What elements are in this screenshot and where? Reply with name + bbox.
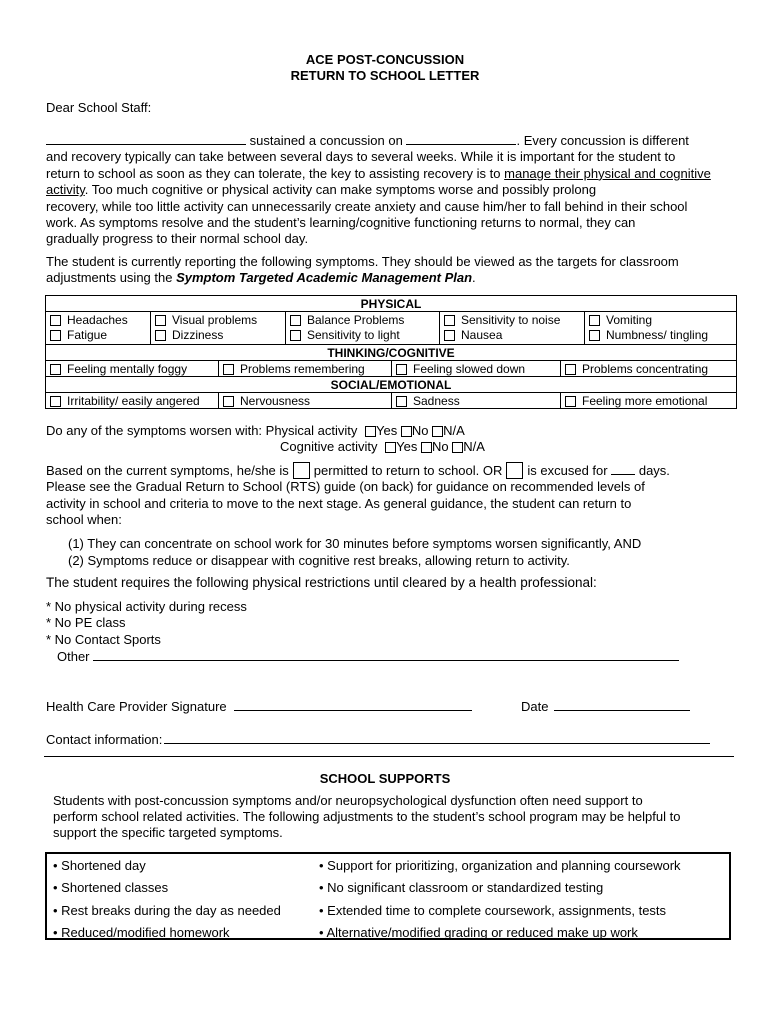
checkbox[interactable] — [50, 396, 61, 407]
intro-line-3: return to school as soon as they can tolerate, the key to assisting recovery is to manage their physical and cognitive activity. Too much cognitive or physical activity can make symptoms worse and possibly prolong — [46, 165, 711, 198]
intro-line-2: and recovery typically can take between several days to several weeks. While it is important for the student to — [46, 149, 676, 165]
excused-days-field[interactable] — [611, 462, 635, 475]
checkbox[interactable] — [50, 315, 61, 326]
intro-line-4-end: . Too much cognitive or physical activity can make symptoms worse and possibly prolong — [84, 182, 597, 198]
symptoms-intro: The student is currently reporting the following symptoms. They should be viewed as the targets for classroom adjustments using the Symptom Targeted Academic Management Plan. — [46, 254, 679, 286]
concussion-date-field[interactable] — [406, 132, 516, 145]
permitted-checkbox[interactable] — [293, 462, 310, 479]
restrictions-list — [46, 599, 679, 666]
school-supports-intro: Students with post-concussion symptoms and/or neuropsychological dysfunction often need support to perform school related activities. The following adjustments to the student’s school program may be helpful to support the specific targeted symptoms. — [53, 793, 681, 840]
support-item: • Reduced/modified homework — [53, 925, 230, 940]
student-name-field[interactable] — [46, 132, 246, 145]
checkbox[interactable] — [396, 396, 407, 407]
cognitive-no-checkbox[interactable] — [421, 442, 432, 453]
checkbox[interactable] — [155, 330, 166, 341]
physical-header: PHYSICAL — [46, 296, 737, 312]
section-divider — [44, 756, 734, 757]
checkbox[interactable] — [565, 364, 576, 375]
checkbox[interactable] — [223, 396, 234, 407]
social-header: SOCIAL/EMOTIONAL — [46, 377, 737, 393]
page-subtitle: RETURN TO SCHOOL LETTER — [290, 68, 480, 83]
contact-row: Contact information: — [46, 731, 710, 747]
other-restriction-field[interactable] — [93, 648, 679, 661]
checkbox[interactable] — [565, 396, 576, 407]
checkbox[interactable] — [589, 315, 600, 326]
physical-yes-checkbox[interactable] — [365, 426, 376, 437]
cognitive-na-checkbox[interactable] — [452, 442, 463, 453]
checkbox[interactable] — [223, 364, 234, 375]
other-label: Other — [57, 649, 90, 665]
school-supports-title: SCHOOL SUPPORTS — [319, 771, 451, 786]
restriction-item: * No Contact Sports — [46, 631, 161, 647]
physical-no-checkbox[interactable] — [401, 426, 412, 437]
support-item: • Rest breaks during the day as needed — [53, 903, 281, 918]
return-criteria: (1) They can concentrate on school work for 30 minutes before symptoms worsen significantly, AND (2) Symptoms reduce or disappear with cognitive rest breaks, allowing return to activity. — [68, 536, 642, 568]
intro-line-6: work. As symptoms resolve and the student’s learning/cognitive functioning returns to normal, they can — [46, 215, 636, 231]
date-row: Date — [521, 698, 690, 714]
checkbox[interactable] — [396, 364, 407, 375]
worsen-question: Do any of the symptoms worsen with: Physical activity Yes No N/A — [46, 423, 465, 438]
manage-activity-text: manage their physical and cognitive activity — [46, 165, 711, 198]
support-item: • Support for prioritizing, organization and planning coursework — [319, 858, 681, 873]
checkbox[interactable] — [50, 330, 61, 341]
supports-right-column — [319, 856, 681, 945]
checkbox[interactable] — [290, 330, 301, 341]
intro-line-7: gradually progress to their normal school day. — [46, 231, 309, 247]
sustained-text: sustained a concussion on — [249, 133, 403, 148]
restrictions-intro: The student requires the following physical restrictions until cleared by a health professional: — [46, 575, 597, 590]
restriction-item: * No physical activity during recess — [46, 599, 247, 614]
checkbox[interactable] — [444, 315, 455, 326]
physical-na-checkbox[interactable] — [432, 426, 443, 437]
support-item: • Alternative/modified grading or reduced make up work — [319, 925, 638, 940]
page-title: ACE POST-CONCUSSION — [305, 52, 465, 67]
cognitive-header: THINKING/COGNITIVE — [46, 345, 737, 361]
supports-box — [45, 852, 731, 940]
signature-field[interactable] — [234, 698, 472, 711]
intro-paragraph — [46, 132, 726, 248]
intro-line-1-end: . Every concussion is different — [516, 133, 689, 148]
checkbox[interactable] — [155, 315, 166, 326]
plan-name: Symptom Targeted Academic Management Plan — [176, 270, 473, 286]
excused-checkbox[interactable] — [506, 462, 523, 479]
support-item: • Shortened day — [53, 858, 146, 873]
salutation: Dear School Staff: — [46, 100, 152, 115]
cognitive-worsen: Cognitive activity Yes No N/A — [280, 439, 485, 454]
cognitive-yes-checkbox[interactable] — [385, 442, 396, 453]
support-item: • Extended time to complete coursework, assignments, tests — [319, 903, 667, 918]
intro-line-5: recovery, while too little activity can unnecessarily create anxiety and cause him/her to fall behind in their school — [46, 198, 688, 214]
checkbox[interactable] — [589, 330, 600, 341]
checkbox[interactable] — [290, 315, 301, 326]
support-item: • Shortened classes — [53, 880, 169, 895]
return-paragraph: Based on the current symptoms, he/she is permitted to return to school. OR is excused for days. Please see the Gradual Return to School (RTS) guide (on back) for guidance on recommended levels of activity in school and criteria to move to the next stage. As general guidance, the student can return to school when: — [46, 463, 670, 528]
support-item: • No significant classroom or standardized testing — [319, 880, 604, 895]
contact-field[interactable] — [164, 731, 710, 744]
restriction-item: * No PE class — [46, 615, 126, 631]
signature-row: Health Care Provider Signature — [46, 698, 472, 714]
supports-left-column — [53, 856, 281, 945]
checkbox[interactable] — [50, 364, 61, 375]
symptom-table: PHYSICAL Headaches Fatigue Visual problems Dizziness Balance Problems Sensitivity to light Sensitivity to noise Nausea Vomiting Numbness/ tingling THINKING/COGNITIVE Feeling mentally foggy Problems remembering Feeling slowed down Problems concentrating SOCIAL/EMOTIONAL Irritability/ easily angered Nervousness Sadness Feeling more emotional — [45, 295, 737, 409]
date-field[interactable] — [554, 698, 690, 711]
checkbox[interactable] — [444, 330, 455, 341]
intro-line-1 — [46, 132, 726, 149]
